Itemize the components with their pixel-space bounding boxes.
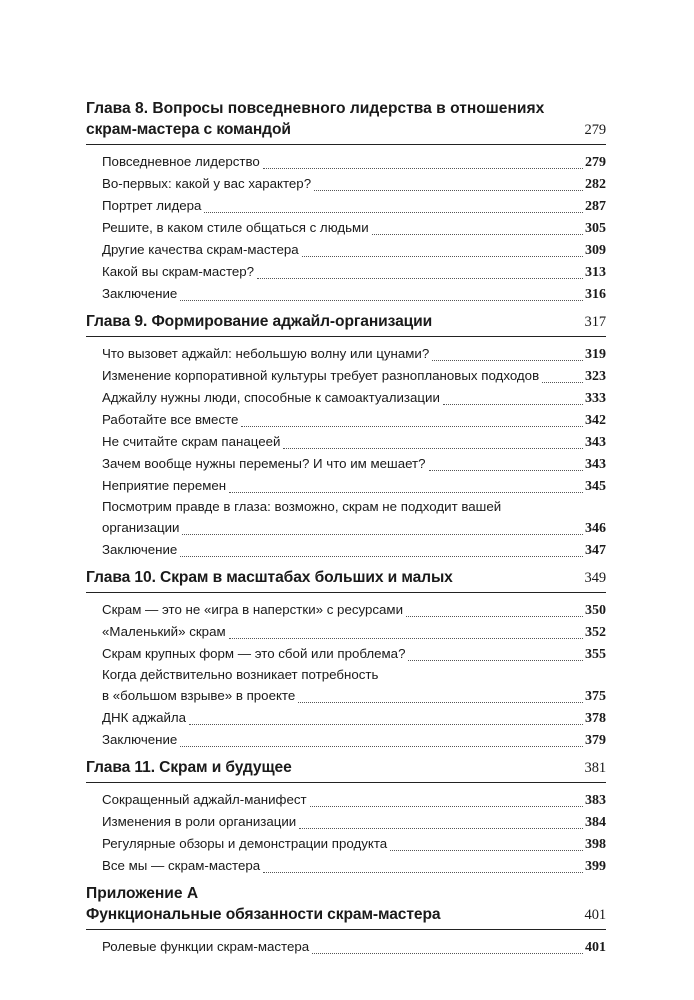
chapter-section xyxy=(86,311,606,561)
entry-title: Изменения в роли организации xyxy=(102,814,297,829)
chapter-title-line: Глава 8. Вопросы повседневного лидерства в отношениях xyxy=(86,100,545,117)
dot-leader xyxy=(263,872,583,873)
toc-entry[interactable] xyxy=(102,936,606,958)
entry-title: организации xyxy=(102,520,180,535)
entry-title: Повседневное лидерство xyxy=(102,154,260,169)
entry-page-number: 383 xyxy=(585,793,606,808)
dot-leader xyxy=(229,638,583,639)
entry-page-number: 287 xyxy=(585,199,606,214)
toc-entry[interactable] xyxy=(102,217,606,239)
entry-title: Во-первых: какой у вас характер? xyxy=(102,176,312,191)
dot-leader xyxy=(432,360,583,361)
entry-list xyxy=(86,783,606,877)
toc-entry[interactable] xyxy=(102,173,606,195)
dot-leader xyxy=(408,660,583,661)
dot-leader xyxy=(312,953,583,954)
entry-list xyxy=(86,337,606,561)
toc-entry[interactable] xyxy=(102,151,606,173)
entry-title: Другие качества скрам-мастера xyxy=(102,242,299,257)
entry-page-number: 355 xyxy=(585,647,606,662)
entry-page-number: 343 xyxy=(585,435,606,450)
toc-entry[interactable] xyxy=(102,729,606,751)
entry-title: Регулярные обзоры и демонстрации продукта xyxy=(102,836,388,851)
chapter-page-number: 349 xyxy=(584,570,606,586)
entry-page-number: 401 xyxy=(585,940,606,955)
entry-title-line: Посмотрим правде в глаза: возможно, скрам не подходит вашей xyxy=(102,499,502,514)
entry-list xyxy=(86,145,606,305)
toc-entry[interactable] xyxy=(102,599,606,621)
dot-leader xyxy=(310,806,583,807)
entry-page-number: 313 xyxy=(585,265,606,280)
entry-title: Сокращенный аджайл-манифест xyxy=(102,792,307,807)
entry-title: Ролевые функции скрам-мастера xyxy=(102,939,310,954)
toc-entry[interactable] xyxy=(102,643,606,665)
entry-title-line: Когда действительно возникает потребность xyxy=(102,667,379,682)
chapter-title: Глава 9. Формирование аджайл-организации xyxy=(86,313,433,330)
chapter-section xyxy=(86,567,606,751)
entry-page-number: 398 xyxy=(585,837,606,852)
dot-leader xyxy=(372,234,583,235)
entry-title: Заключение xyxy=(102,732,178,747)
entry-title: Работайте все вместе xyxy=(102,412,239,427)
chapter-page-number: 381 xyxy=(584,760,606,776)
chapter-heading[interactable] xyxy=(86,567,606,593)
dot-leader xyxy=(257,278,583,279)
entry-page-number: 378 xyxy=(585,711,606,726)
entry-page-number: 375 xyxy=(585,689,606,704)
dot-leader xyxy=(180,746,583,747)
entry-page-number: 279 xyxy=(585,155,606,170)
entry-title: Скрам — это не «игра в наперстки» с ресурсами xyxy=(102,602,403,617)
chapter-section xyxy=(86,883,606,958)
entry-page-number: 316 xyxy=(585,287,606,302)
toc-entry[interactable] xyxy=(102,343,606,365)
entry-title: Решите, в каком стиле общаться с людьми xyxy=(102,220,369,235)
dot-leader xyxy=(390,850,583,851)
chapter-title-line: Приложение А xyxy=(86,885,199,902)
toc-entry[interactable] xyxy=(102,833,606,855)
entry-title: Изменение корпоративной культуры требует разноплановых подходов xyxy=(102,368,540,383)
entry-title: в «большом взрыве» в проекте xyxy=(102,688,296,703)
toc-entry[interactable] xyxy=(102,387,606,409)
chapter-title: Глава 10. Скрам в масштабах больших и малых xyxy=(86,569,453,586)
toc-entry[interactable] xyxy=(102,517,606,539)
toc-entry[interactable] xyxy=(102,621,606,643)
chapter-heading[interactable] xyxy=(86,757,606,783)
entry-page-number: 319 xyxy=(585,347,606,362)
entry-page-number: 345 xyxy=(585,479,606,494)
dot-leader xyxy=(189,724,583,725)
entry-title: Не считайте скрам панацеей xyxy=(102,434,281,449)
entry-page-number: 399 xyxy=(585,859,606,874)
entry-page-number: 342 xyxy=(585,413,606,428)
toc-entry[interactable] xyxy=(102,453,606,475)
dot-leader xyxy=(542,382,583,383)
entry-list xyxy=(86,930,606,958)
entry-title: «Маленький» скрам xyxy=(102,624,226,639)
dot-leader xyxy=(302,256,583,257)
entry-page-number: 350 xyxy=(585,603,606,618)
entry-page-number: 346 xyxy=(585,521,606,536)
toc-entry[interactable] xyxy=(102,365,606,387)
dot-leader xyxy=(298,702,583,703)
dot-leader xyxy=(182,534,583,535)
entry-page-number: 282 xyxy=(585,177,606,192)
chapter-title: Функциональные обязанности скрам-мастера xyxy=(86,906,441,923)
entry-page-number: 333 xyxy=(585,391,606,406)
chapter-title: Глава 11. Скрам и будущее xyxy=(86,759,292,776)
dot-leader xyxy=(443,404,583,405)
toc-entry[interactable] xyxy=(102,789,606,811)
dot-leader xyxy=(229,492,583,493)
chapter-section xyxy=(86,98,606,305)
toc-entry[interactable] xyxy=(102,707,606,729)
entry-title: Все мы — скрам-мастера xyxy=(102,858,261,873)
entry-title: Что вызовет аджайл: небольшую волну или цунами? xyxy=(102,346,430,361)
dot-leader xyxy=(180,300,583,301)
chapter-page-number: 401 xyxy=(584,907,606,923)
table-of-contents xyxy=(86,98,606,958)
toc-entry[interactable] xyxy=(102,855,606,877)
toc-entry[interactable] xyxy=(102,239,606,261)
dot-leader xyxy=(241,426,583,427)
entry-title: Портрет лидера xyxy=(102,198,202,213)
chapter-heading[interactable] xyxy=(86,119,606,145)
entry-title: Скрам крупных форм — это сбой или проблема? xyxy=(102,646,406,661)
entry-page-number: 352 xyxy=(585,625,606,640)
dot-leader xyxy=(299,828,583,829)
chapter-page-number: 279 xyxy=(584,122,606,138)
dot-leader xyxy=(429,470,583,471)
entry-page-number: 323 xyxy=(585,369,606,384)
entry-page-number: 379 xyxy=(585,733,606,748)
entry-title: Заключение xyxy=(102,542,178,557)
toc-entry[interactable] xyxy=(102,811,606,833)
entry-page-number: 347 xyxy=(585,543,606,558)
entry-title: Заключение xyxy=(102,286,178,301)
chapter-page-number: 317 xyxy=(584,314,606,330)
entry-title: ДНК аджайла xyxy=(102,710,187,725)
chapter-section xyxy=(86,757,606,877)
toc-entry[interactable] xyxy=(102,261,606,283)
entry-list xyxy=(86,593,606,751)
chapter-heading[interactable] xyxy=(86,904,606,930)
toc-entry[interactable] xyxy=(102,431,606,453)
entry-page-number: 305 xyxy=(585,221,606,236)
toc-entry[interactable] xyxy=(102,539,606,561)
dot-leader xyxy=(406,616,583,617)
dot-leader xyxy=(314,190,583,191)
entry-page-number: 309 xyxy=(585,243,606,258)
toc-entry[interactable] xyxy=(102,409,606,431)
chapter-heading[interactable] xyxy=(86,311,606,337)
toc-entry[interactable] xyxy=(102,685,606,707)
dot-leader xyxy=(263,168,583,169)
entry-title: Неприятие перемен xyxy=(102,478,227,493)
entry-page-number: 343 xyxy=(585,457,606,472)
entry-title: Аджайлу нужны люди, способные к самоактуализации xyxy=(102,390,440,405)
entry-title: Какой вы скрам-мастер? xyxy=(102,264,255,279)
chapter-title: скрам-мастера с командой xyxy=(86,121,291,138)
dot-leader xyxy=(180,556,583,557)
dot-leader xyxy=(283,448,583,449)
dot-leader xyxy=(204,212,583,213)
toc-entry[interactable] xyxy=(102,475,606,497)
toc-entry[interactable] xyxy=(102,195,606,217)
entry-title: Зачем вообще нужны перемены? И что им мешает? xyxy=(102,456,426,471)
toc-entry[interactable] xyxy=(102,283,606,305)
entry-page-number: 384 xyxy=(585,815,606,830)
